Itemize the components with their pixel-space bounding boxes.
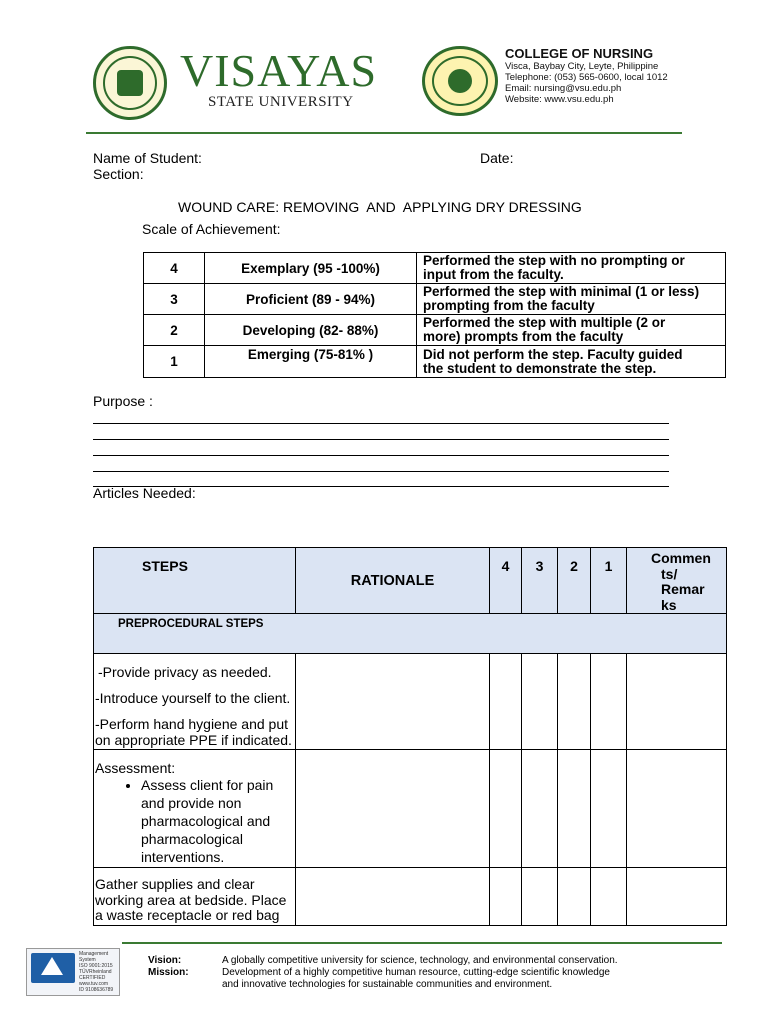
score-cell[interactable] <box>490 750 522 868</box>
comments-cell[interactable] <box>627 868 727 926</box>
score-cell[interactable] <box>490 868 522 926</box>
scale-row <box>144 346 726 378</box>
scale-level: Proficient (89 - 94%) <box>205 284 417 315</box>
procedure-steps-table <box>93 547 727 926</box>
scale-score: 1 <box>144 346 205 378</box>
comments-cell[interactable] <box>627 654 727 750</box>
step-bullet: • Assess client for pain and provide non pharmacological and pharmacological interventions. <box>141 776 294 866</box>
step-text: Assessment: <box>95 760 176 776</box>
scale-level: Exemplary (95 -100%) <box>205 253 417 284</box>
cert-text-line: TÜVRheinland <box>79 969 112 975</box>
scale-description <box>417 284 726 315</box>
purpose-label: Purpose : <box>93 393 153 409</box>
score-3-header: 3 <box>522 548 558 614</box>
date-label: Date: <box>480 150 514 166</box>
score-cell[interactable] <box>591 868 627 926</box>
cert-text-line: ID 9108636789 <box>79 987 114 993</box>
score-4-header: 4 <box>490 548 522 614</box>
brand-name: VISAYAS <box>180 45 378 96</box>
mission-label: Mission: <box>148 967 189 978</box>
scale-description-line: prompting from the faculty <box>423 298 595 313</box>
purpose-line <box>93 455 669 456</box>
score-cell[interactable] <box>558 868 591 926</box>
comments-header-line: Remar <box>661 581 705 597</box>
cert-text-line: CERTIFIED <box>79 975 106 981</box>
brand-subtitle: STATE UNIVERSITY <box>208 94 354 110</box>
nursing-seal-right <box>422 46 498 116</box>
scale-description <box>417 315 726 346</box>
tuv-certification-logo <box>26 948 120 996</box>
purpose-line <box>93 423 669 424</box>
scale-description-line: input from the faculty. <box>423 267 564 282</box>
step-text: -Introduce yourself to the client. <box>95 690 291 706</box>
cert-text-line: System <box>79 957 96 963</box>
scale-score: 3 <box>144 284 205 315</box>
purpose-line <box>93 471 669 472</box>
rationale-cell[interactable] <box>296 654 490 750</box>
vision-text: A globally competitive university for science, technology, and environmental conservation. <box>222 955 618 966</box>
section-preprocedural-label: PREPROCEDURAL STEPS <box>118 618 264 630</box>
table-row <box>94 868 727 926</box>
cert-text-line: Management <box>79 951 109 957</box>
scale-score: 4 <box>144 253 205 284</box>
purpose-line <box>93 439 669 440</box>
step-text: on appropriate PPE if indicated. <box>95 732 292 748</box>
step-text: -Perform hand hygiene and put <box>95 716 289 732</box>
scale-description <box>417 253 726 284</box>
comments-header-line: ts/ <box>661 565 678 582</box>
scale-score: 2 <box>144 315 205 346</box>
step-cell <box>94 654 296 750</box>
scale-description-line: Performed the step with minimal (1 or less) <box>423 284 700 299</box>
step-cell <box>94 750 296 868</box>
mission-text <box>222 967 610 991</box>
steps-header <box>94 548 296 614</box>
college-email: Email: nursing@vsu.edu.ph <box>505 83 622 94</box>
score-cell[interactable] <box>522 750 558 868</box>
scale-row <box>144 315 726 346</box>
step-text: a waste receptacle or red bag <box>95 907 280 923</box>
score-cell[interactable] <box>490 654 522 750</box>
college-telephone: Telephone: (053) 565-0600, local 1012 <box>505 72 668 83</box>
student-name-label: Name of Student: <box>93 150 202 166</box>
scale-description-line: Performed the step with no prompting or <box>423 253 685 268</box>
steps-header-label: STEPS <box>142 558 188 574</box>
scale-label: Scale of Achievement: <box>142 221 281 237</box>
rationale-header-label: RATIONALE <box>350 572 435 589</box>
cert-text-line: ISO 9001:2015 <box>79 963 113 969</box>
score-2-header: 2 <box>558 548 591 614</box>
score-cell[interactable] <box>591 750 627 868</box>
score-cell[interactable] <box>522 654 558 750</box>
scale-description-line: the student to demonstrate the step. <box>423 360 657 376</box>
table-row <box>94 750 727 868</box>
comments-cell[interactable] <box>627 750 727 868</box>
section-preprocedural <box>94 614 727 654</box>
mission-text-line: and innovative technologies for sustainable communities and environment. <box>222 979 553 990</box>
footer-divider <box>122 942 722 944</box>
cert-text-line: www.tuv.com <box>79 981 109 987</box>
score-cell[interactable] <box>591 654 627 750</box>
score-cell[interactable] <box>558 750 591 868</box>
achievement-scale-table <box>143 252 726 378</box>
scale-row <box>144 253 726 284</box>
step-text: -Provide privacy as needed. <box>98 664 272 680</box>
step-cell <box>94 868 296 926</box>
score-cell[interactable] <box>558 654 591 750</box>
comments-header <box>627 548 727 614</box>
comments-header-line: Commen <box>651 550 711 566</box>
scale-level: Developing (82- 88%) <box>205 315 417 346</box>
rationale-cell[interactable] <box>296 750 490 868</box>
college-website: Website: www.vsu.edu.ph <box>505 94 614 105</box>
scale-description-line: Did not perform the step. Faculty guided <box>423 346 683 362</box>
scale-row <box>144 284 726 315</box>
score-cell[interactable] <box>522 868 558 926</box>
step-text: Gather supplies and clear <box>95 876 255 892</box>
vsu-seal-left <box>93 46 167 120</box>
step-text: working area at bedside. Place <box>95 891 287 908</box>
header-divider <box>86 132 682 134</box>
score-1-header: 1 <box>591 548 627 614</box>
mission-text-line: Development of a highly competitive human resource, cutting-edge scientific knowledge <box>222 967 610 978</box>
scale-level: Emerging (75-81% ) <box>205 346 417 378</box>
rationale-cell[interactable] <box>296 868 490 926</box>
articles-needed-label: Articles Needed: <box>93 485 196 501</box>
scale-description <box>417 346 726 378</box>
college-address: Visca, Baybay City, Leyte, Philippine <box>505 61 659 72</box>
rationale-header <box>296 548 490 614</box>
procedure-title: WOUND CARE: REMOVING AND APPLYING DRY DRESSING <box>178 199 582 215</box>
table-row <box>94 654 727 750</box>
vision-label: Vision: <box>148 955 182 966</box>
comments-header-line: ks <box>661 596 677 613</box>
section-label: Section: <box>93 166 144 182</box>
scale-description-line: more) prompts from the faculty <box>423 329 624 344</box>
college-name: COLLEGE OF NURSING <box>505 46 654 61</box>
scale-description-line: Performed the step with multiple (2 or <box>423 315 666 330</box>
